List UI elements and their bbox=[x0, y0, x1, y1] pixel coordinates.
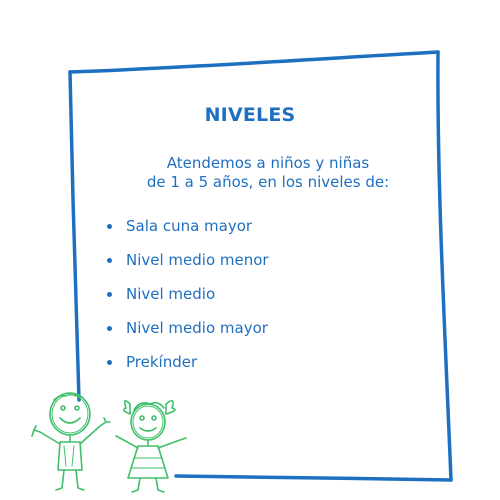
intro-text bbox=[0, 154, 500, 192]
intro-line-1: Atendemos a niños y niñas bbox=[166, 154, 370, 172]
list-item bbox=[105, 214, 269, 248]
level-label: Nivel medio mayor bbox=[126, 319, 268, 337]
level-label: Prekínder bbox=[126, 353, 198, 371]
level-label: Nivel medio menor bbox=[126, 251, 269, 269]
list-item bbox=[105, 282, 269, 316]
intro-line-2: de 1 a 5 años, en los niveles de: bbox=[146, 173, 390, 191]
list-item bbox=[105, 350, 269, 384]
bullet-icon bbox=[107, 224, 112, 229]
bullet-icon bbox=[107, 326, 112, 331]
levels-list bbox=[105, 214, 269, 384]
list-item bbox=[105, 248, 269, 282]
boy-figure bbox=[32, 393, 110, 490]
bullet-icon bbox=[107, 292, 112, 297]
level-label: Sala cuna mayor bbox=[126, 217, 253, 235]
bullet-icon bbox=[107, 258, 112, 263]
children-drawing-icon bbox=[30, 386, 206, 494]
girl-figure bbox=[116, 401, 186, 492]
page-title: NIVELES bbox=[204, 104, 296, 126]
level-label: Nivel medio bbox=[126, 285, 216, 303]
bullet-icon bbox=[107, 360, 112, 365]
list-item bbox=[105, 316, 269, 350]
